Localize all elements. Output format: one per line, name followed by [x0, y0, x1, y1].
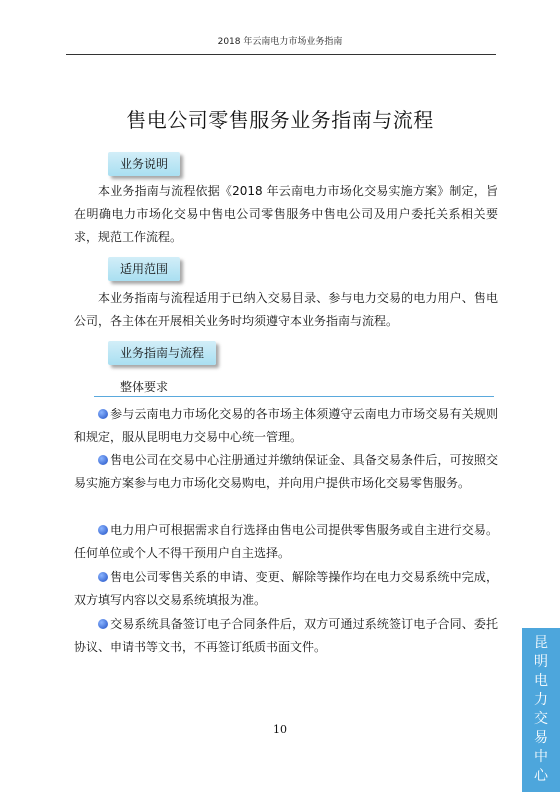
bullet-icon: [98, 409, 108, 419]
side-tab-char: 交: [534, 711, 548, 727]
bullet-icon: [98, 455, 108, 465]
subheading-rule: [94, 396, 494, 397]
bullet-icon: [98, 619, 108, 629]
side-tab-char: 昆: [534, 635, 548, 651]
page-header: 2018 年云南电力市场业务指南: [217, 37, 343, 47]
header-rule: [66, 54, 496, 55]
page-title: 售电公司零售服务业务指南与流程: [126, 108, 434, 132]
side-tab-char: 明: [534, 654, 548, 670]
side-tab-char: 力: [534, 692, 548, 708]
side-tab-kunming-exchange: [522, 628, 560, 792]
requirement-item: [74, 566, 498, 612]
requirement-item: [74, 613, 498, 659]
requirement-item: [74, 519, 498, 565]
scope-paragraph: 本业务指南与流程适用于已纳入交易目录、参与电力交易的电力用户、售电公司，各主体在开展相关业务时均须遵守本业务指南与流程。: [74, 291, 498, 328]
requirement-text: 售电公司在交易中心注册通过并缴纳保证金、具备交易条件后，可按照交易实施方案参与电力市场化交易购电，并向用户提供市场化交易零售服务。: [74, 453, 498, 490]
bullet-icon: [98, 525, 108, 535]
requirement-text: 售电公司零售关系的申请、变更、解除等操作均在电力交易系统中完成，双方填写内容以交易系统填报为准。: [74, 570, 498, 607]
section-tag-guide-process: 业务指南与流程: [108, 341, 216, 365]
section-tag-scope: 适用范围: [108, 257, 180, 281]
business-description-paragraph: 本业务指南与流程依据《2018 年云南电力市场化交易实施方案》制定，旨在明确电力市场化交易中售电公司零售服务中售电公司及用户委托关系相关要求，规范工作流程。: [74, 184, 498, 244]
bullet-icon: [98, 572, 108, 582]
subheading-overall-requirements: 整体要求: [120, 380, 169, 394]
side-tab-char: 易: [534, 730, 548, 746]
requirement-item: [74, 403, 498, 449]
side-tab-char: 中: [534, 749, 548, 765]
requirement-item: [74, 449, 498, 495]
page-number: 10: [273, 723, 287, 736]
side-tab-char: 电: [534, 673, 548, 689]
side-tab-char: 心: [534, 768, 548, 784]
requirement-text: 交易系统具备签订电子合同条件后，双方可通过系统签订电子合同、委托协议、申请书等文书，不再签订纸质书面文件。: [74, 617, 498, 654]
section-tag-business-description: 业务说明: [108, 152, 180, 176]
requirement-text: 电力用户可根据需求自行选择由售电公司提供零售服务或自主进行交易。任何单位或个人不得干预用户自主选择。: [74, 523, 498, 560]
requirement-text: 参与云南电力市场化交易的各市场主体须遵守云南电力市场交易有关规则和规定，服从昆明电力交易中心统一管理。: [74, 407, 498, 444]
